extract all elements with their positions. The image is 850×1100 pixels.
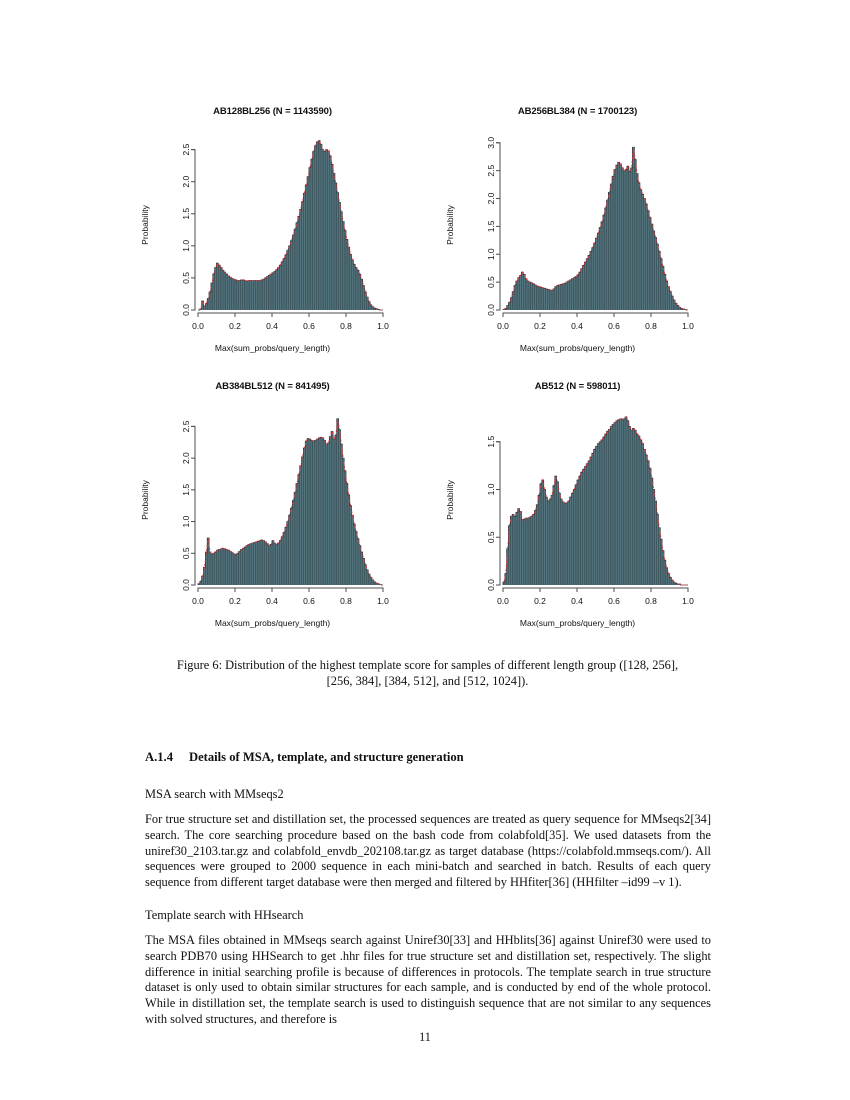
histogram-bars	[198, 419, 381, 585]
svg-text:0.5: 0.5	[486, 276, 496, 289]
svg-text:1.5: 1.5	[486, 435, 496, 448]
svg-text:0.6: 0.6	[303, 596, 315, 606]
svg-text:2.0: 2.0	[181, 452, 191, 465]
y-axis-label: Probability	[445, 205, 455, 245]
section-title: Details of MSA, template, and structure generation	[189, 750, 464, 764]
page-number: 11	[419, 1030, 431, 1044]
subheading-template-search: Template search with HHsearch	[145, 908, 304, 922]
svg-text:1.0: 1.0	[486, 248, 496, 261]
panel-title: AB512 (N = 598011)	[534, 381, 621, 392]
subheading-msa-search: MSA search with MMseqs2	[145, 787, 284, 801]
svg-text:0.6: 0.6	[608, 321, 620, 331]
svg-text:0.4: 0.4	[266, 321, 278, 331]
plot-area	[486, 415, 694, 606]
panel-title: AB256BL384 (N = 1700123)	[517, 106, 638, 117]
svg-text:0.0: 0.0	[192, 596, 204, 606]
svg-text:1.5: 1.5	[486, 220, 496, 233]
histogram-panel-ab512	[425, 375, 730, 650]
figure-caption	[145, 657, 710, 690]
histogram-svg	[181, 415, 389, 606]
svg-text:0.8: 0.8	[340, 596, 352, 606]
svg-text:2.0: 2.0	[486, 192, 496, 205]
svg-text:0.4: 0.4	[571, 596, 583, 606]
svg-text:0.0: 0.0	[192, 321, 204, 331]
histogram-svg	[486, 136, 694, 331]
svg-text:0.0: 0.0	[181, 304, 191, 316]
plot-area	[181, 415, 389, 606]
figure-panel-grid	[120, 100, 730, 650]
section-number: A.1.4	[145, 750, 173, 764]
plot-area	[486, 136, 694, 331]
svg-text:0.4: 0.4	[266, 596, 278, 606]
x-axis-label: Max(sum_probs/query_length)	[214, 343, 331, 353]
panel-title: AB128BL256 (N = 1143590)	[213, 106, 332, 117]
svg-text:1.0: 1.0	[181, 515, 191, 528]
svg-text:2.5: 2.5	[181, 420, 191, 433]
panel-title: AB384BL512 (N = 841495)	[215, 381, 330, 392]
paragraph-msa-search: For true structure set and distillation set, the processed sequences are treated as query sequence for MMseqs2[34] search. The core searching procedure based on the bash code from colabfold[35]. We used datasets from the uniref30_2103.tar.gz and colabfold_envdb_202108.tar.gz as target database (https://colabfold.mmseqs.com/). All sequences were grouped to 2000 sequence in each mini-batch and searched in batch. Results of each query sequence from different target database were then merged and filtered by HHfiter[36] (HHfilter –id99 –v 1).	[145, 812, 711, 889]
svg-text:2.5: 2.5	[181, 143, 191, 156]
svg-text:0.2: 0.2	[534, 596, 546, 606]
y-axis-label: Probability	[445, 480, 455, 520]
histogram-svg	[486, 415, 694, 606]
section-heading-a14	[145, 750, 710, 765]
svg-text:0.8: 0.8	[340, 321, 352, 331]
svg-text:0.5: 0.5	[181, 547, 191, 560]
svg-text:0.0: 0.0	[486, 304, 496, 316]
svg-text:1.5: 1.5	[181, 483, 191, 496]
svg-text:1.0: 1.0	[682, 321, 694, 331]
histogram-panel-ab256bl384	[425, 100, 730, 375]
plot-area	[181, 140, 389, 331]
y-axis-label: Probability	[140, 480, 150, 520]
svg-text:1.0: 1.0	[377, 596, 389, 606]
svg-text:1.0: 1.0	[682, 596, 694, 606]
svg-text:0.8: 0.8	[645, 596, 657, 606]
svg-text:0.0: 0.0	[181, 579, 191, 591]
svg-text:1.0: 1.0	[377, 321, 389, 331]
histogram-bars	[503, 417, 681, 585]
histogram-bars	[200, 141, 379, 310]
svg-text:0.0: 0.0	[486, 579, 496, 591]
svg-text:0.4: 0.4	[571, 321, 583, 331]
histogram-panel-ab128bl256	[120, 100, 425, 375]
caption-line-1: Figure 6: Distribution of the highest template score for samples of different length group ([128, 256],	[176, 658, 679, 672]
x-axis-label: Max(sum_probs/query_length)	[214, 618, 331, 628]
y-axis-label: Probability	[140, 205, 150, 245]
svg-text:2.5: 2.5	[486, 164, 496, 177]
svg-text:0.8: 0.8	[645, 321, 657, 331]
svg-text:3.0: 3.0	[486, 136, 496, 149]
caption-line-2: [256, 384], [384, 512], and [512, 1024]).	[326, 674, 529, 689]
histogram-svg	[181, 140, 389, 331]
histogram-panel-ab384bl512	[120, 375, 425, 650]
x-axis-label: Max(sum_probs/query_length)	[519, 343, 636, 353]
svg-text:0.5: 0.5	[181, 272, 191, 284]
svg-text:0.5: 0.5	[486, 531, 496, 544]
svg-text:0.2: 0.2	[229, 321, 241, 331]
svg-text:0.2: 0.2	[229, 596, 241, 606]
svg-text:1.0: 1.0	[181, 239, 191, 252]
paragraph-template-search: The MSA files obtained in MMseqs search against Uniref30[33] and HHblits[36] against Uniref30 were used to search PDB70 using HHSearch to get .hhr files for true structure set and distillation set, respectively. The slight difference in initial searching profile is because of differences in protocols. The template search in true structure dataset is only used to obtain similar structures for each sample, and is conducted by end of the whole protocol. While in distillation set, the template search is used to distinguish sequence that are not similar to any sequences with solved structures, and therefore is	[145, 933, 711, 1026]
svg-text:1.5: 1.5	[181, 207, 191, 220]
svg-text:0.6: 0.6	[608, 596, 620, 606]
x-axis-label: Max(sum_probs/query_length)	[519, 618, 636, 628]
svg-text:0.6: 0.6	[303, 321, 315, 331]
histogram-bars	[503, 147, 686, 310]
svg-text:0.0: 0.0	[497, 596, 509, 606]
svg-text:1.0: 1.0	[486, 483, 496, 496]
svg-text:0.2: 0.2	[534, 321, 546, 331]
figure-6	[120, 100, 730, 650]
svg-text:2.0: 2.0	[181, 175, 191, 188]
svg-text:0.0: 0.0	[497, 321, 509, 331]
